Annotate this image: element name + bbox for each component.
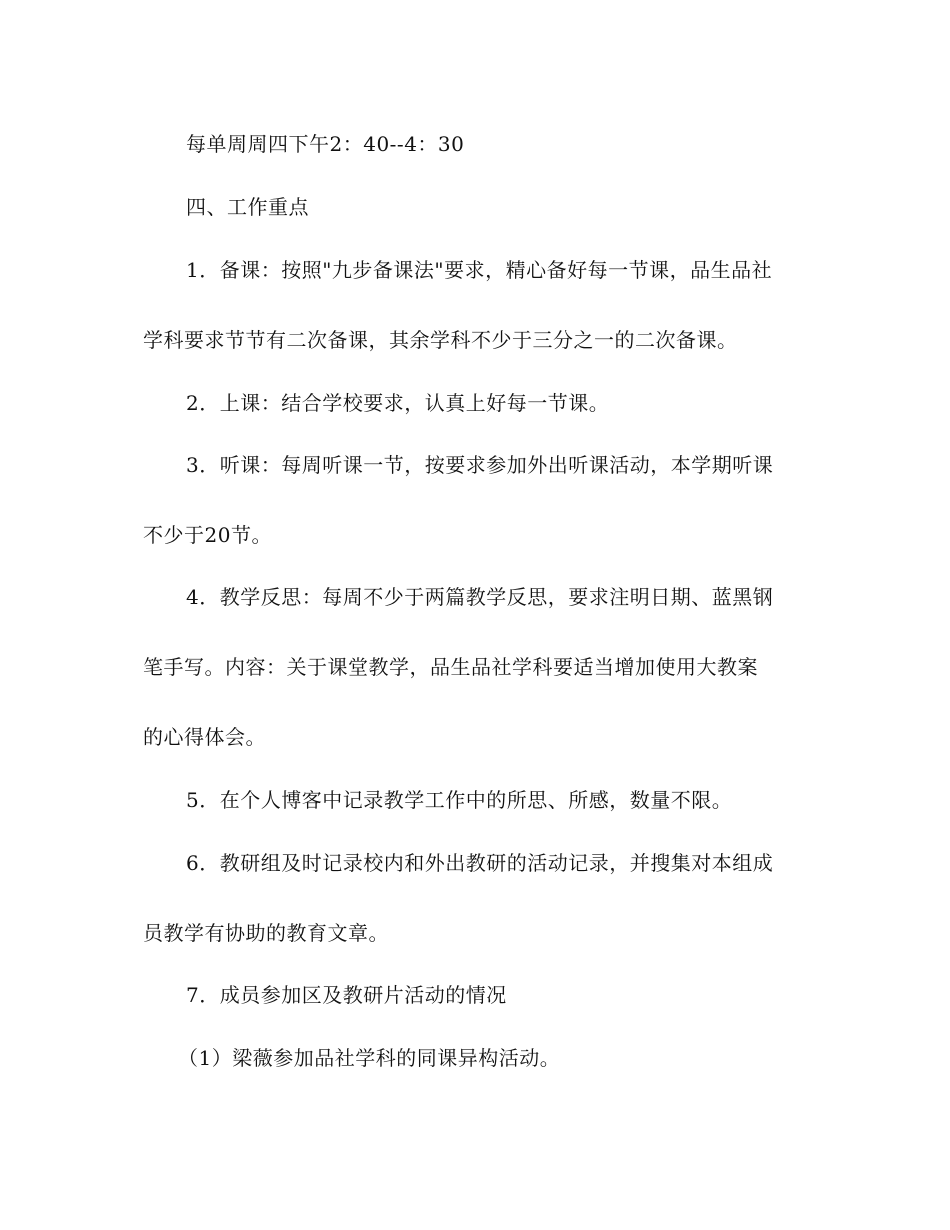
- item-2-line: 2．上课：结合学校要求，认真上好每一节课。: [186, 391, 610, 415]
- meeting-time-line: 每单周周四下午2：40--4：30: [186, 132, 465, 156]
- item-1-line-1: 1．备课：按照"九步备课法"要求，精心备好每一节课，品生品社: [186, 258, 773, 282]
- item-4-line-1: 4．教学反思：每周不少于两篇教学反思，要求注明日期、蓝黑钢: [186, 585, 774, 609]
- item-3-line-2: 不少于20节。: [143, 523, 272, 547]
- item-7-line: 7．成员参加区及教研片活动的情况: [186, 983, 507, 1007]
- item-1-line-2: 学科要求节节有二次备课，其余学科不少于三分之一的二次备课。: [143, 328, 738, 352]
- item-4-line-3: 的心得体会。: [143, 725, 266, 749]
- item-6-line-1: 6．教研组及时记录校内和外出教研的活动记录，并搜集对本组成: [186, 851, 774, 875]
- item-5-line: 5．在个人博客中记录教学工作中的所思、所感，数量不限。: [186, 788, 733, 812]
- item-4-line-2: 笔手写。内容：关于课堂教学，品生品社学科要适当增加使用大教案: [143, 655, 758, 679]
- item-6-line-2: 员教学有协助的教育文章。: [143, 921, 389, 945]
- item-3-line-1: 3．听课：每周听课一节，按要求参加外出听课活动，本学期听课: [186, 453, 774, 477]
- sub-item-1-line: （1）梁薇参加品社学科的同课异构活动。: [178, 1046, 561, 1070]
- section-heading: 四、工作重点: [186, 195, 309, 219]
